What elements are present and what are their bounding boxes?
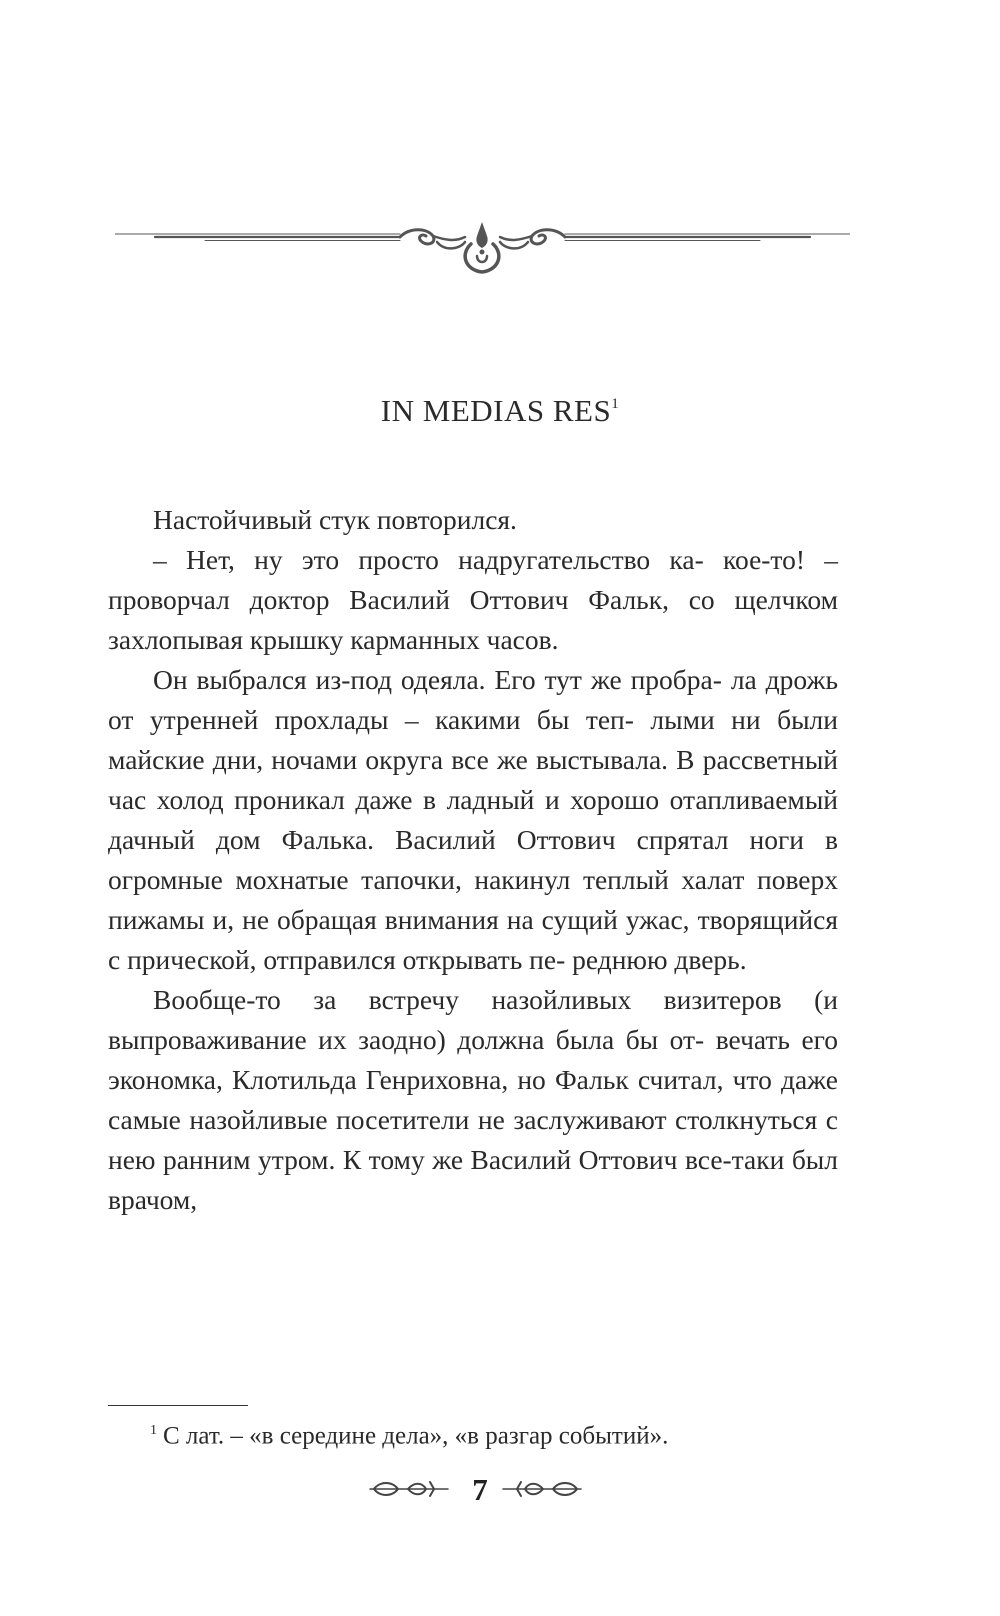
text-line: Настойчивый стук повторился. bbox=[153, 504, 517, 535]
footnote-divider bbox=[108, 1405, 248, 1406]
text-line: Фальк, со щелчком захлопывая крышку карманных bbox=[108, 584, 838, 655]
paragraph bbox=[108, 980, 838, 1220]
paragraph bbox=[108, 500, 838, 540]
text-line: лыми ни были майские дни, ночами округа все же bbox=[108, 704, 838, 775]
text-line: Вообще-то за встречу назойливых визитеров bbox=[153, 984, 782, 1015]
footnote-reference: 1 bbox=[611, 395, 620, 412]
page-footer bbox=[380, 1470, 580, 1510]
footnote-marker: 1 bbox=[150, 1423, 157, 1438]
text-line: вечать его экономка, Клотильда Генриховна, но bbox=[108, 1024, 838, 1095]
text-line: творящийся с прической, отправился открывать пе- bbox=[108, 904, 839, 975]
flourish-right-icon bbox=[498, 1478, 583, 1500]
text-line: выстывала. В рассветный час холод проникал даже bbox=[108, 744, 839, 815]
text-line: – Нет, ну это просто надругательство ка- bbox=[153, 544, 704, 575]
page-number: 7 bbox=[472, 1472, 488, 1507]
text-line: пижамы и, не обращая внимания на сущий ужас, bbox=[108, 904, 690, 935]
text-line: кое-то! – проворчал доктор Василий Оттович bbox=[108, 544, 838, 615]
chapter-title-text: IN MEDIAS RES bbox=[380, 393, 612, 428]
paragraph bbox=[108, 540, 838, 660]
paragraph bbox=[108, 660, 838, 980]
text-line: мохнатые тапочки, накинул теплый халат поверх bbox=[235, 864, 838, 895]
footnote bbox=[150, 1414, 668, 1453]
text-line: К тому же Василий Оттович все-таки был врачом, bbox=[108, 1144, 839, 1215]
text-line: не заслуживают столкнуться с нею ранним утром. bbox=[108, 1104, 838, 1175]
text-line: в ладный и хорошо отапливаемый дачный дом bbox=[108, 784, 839, 855]
footnote-text: С лат. – «в середине дела», «в разгар событий». bbox=[163, 1422, 669, 1450]
text-line: часов. bbox=[486, 624, 559, 655]
text-line: (и выпроваживание их заодно) должна была бы от- bbox=[108, 984, 838, 1055]
text-line: реднюю дверь. bbox=[572, 944, 747, 975]
text-line: Фальк считал, что даже самые назойливые посетители bbox=[108, 1064, 838, 1135]
text-line: ла дрожь от утренней прохлады – какими бы теп- bbox=[108, 664, 838, 735]
flourish-divider-icon bbox=[115, 222, 850, 282]
chapter-title bbox=[0, 393, 1000, 429]
text-line: Фалька. Василий Оттович спрятал ноги в огромные bbox=[108, 824, 838, 895]
text-line: Он выбрался из-под одеяла. Его тут же пробра- bbox=[153, 664, 722, 695]
body-text bbox=[108, 500, 838, 1220]
